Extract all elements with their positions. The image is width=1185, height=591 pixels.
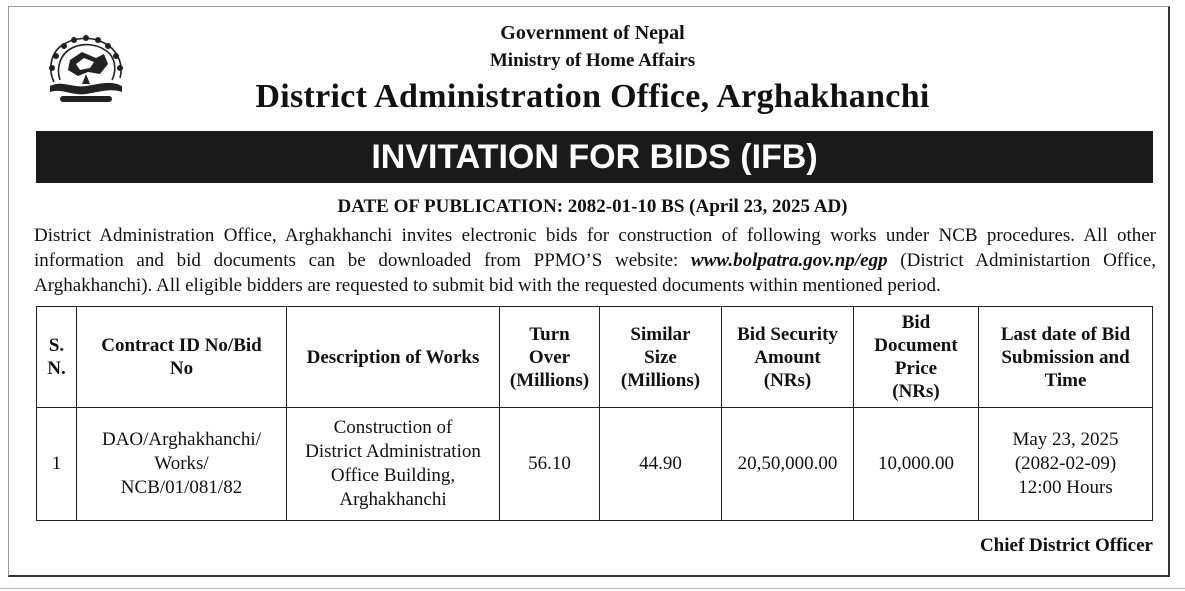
intro-text-2: (District Administartion Office, Arghakhanchi). All eligible bidders are requested to submit bid with the requested documents within mentioned period. [34, 250, 1156, 296]
cell-line: Last date of Bid [1000, 323, 1131, 345]
table-header-cell [287, 307, 500, 408]
cell-line: Size [644, 346, 677, 368]
intro-text-1: District Administration Office, Arghakhanchi invites electronic bids for construction of following works under NCB procedures. All other information and bid documents can be downloaded from PPMO’S website: [34, 225, 1156, 271]
table-header-cell [37, 307, 77, 408]
cell-line: (2082-02-09) [1014, 453, 1117, 474]
cell-line: 56.10 [528, 453, 571, 474]
cell-line: Price [894, 358, 938, 379]
office-title: District Administration Office, Arghakhanchi [255, 78, 930, 115]
cell-line: N. [47, 358, 66, 379]
cell-line: Over [528, 346, 571, 368]
cell-line: Document [874, 335, 958, 356]
cell-line: Bid [901, 312, 931, 333]
publication-date: DATE OF PUBLICATION: 2082-01-10 BS (April 23, 2025 AD) [337, 196, 848, 217]
cell-line: Submission and [1001, 346, 1130, 368]
table-cell [600, 408, 722, 521]
cell-line: Contract ID No/Bid [101, 335, 262, 356]
cell-line: NCB/01/081/82 [120, 477, 243, 498]
cell-line: May 23, 2025 [1012, 429, 1119, 450]
cell-line: Construction of [333, 417, 453, 438]
table-cell [979, 408, 1153, 521]
table-cell [287, 408, 500, 521]
bolpatra-link[interactable]: www.bolpatra.gov.np/egp [691, 250, 888, 271]
cell-line: Arghakhanchi [339, 489, 447, 510]
table-header-cell [722, 307, 854, 408]
cell-line: Description of Works [306, 346, 480, 368]
ministry-title: Ministry of Home Affairs [489, 50, 696, 71]
table-cell [37, 408, 77, 521]
table-header-row [37, 307, 1153, 408]
table-cell [854, 408, 979, 521]
government-title: Government of Nepal [500, 22, 685, 44]
cell-line: 1 [51, 453, 62, 474]
table-header-cell [500, 307, 600, 408]
publication-value: 2082-01-10 BS (April 23, 2025 AD) [567, 196, 848, 217]
signature: Chief District Officer [979, 535, 1153, 556]
bottom-divider [0, 588, 1185, 589]
cell-line: Turn [529, 323, 570, 345]
cell-line: 20,50,000.00 [737, 453, 838, 474]
cell-line: Office Building, [330, 465, 456, 486]
cell-line: Works/ [154, 453, 209, 474]
cell-line: (Millions) [509, 369, 590, 391]
table-header-cell [600, 307, 722, 408]
cell-line: Similar [630, 323, 691, 345]
intro-paragraph [34, 223, 1156, 298]
cell-line: No [169, 358, 194, 379]
table-header-cell [979, 307, 1153, 408]
table-row [37, 408, 1153, 521]
publication-label: DATE OF PUBLICATION [337, 196, 557, 217]
cell-line: (NRs) [763, 369, 812, 391]
cell-line: 44.90 [639, 453, 682, 474]
cell-line: Time [1044, 369, 1087, 391]
cell-line: DAO/Arghakhanchi/ [101, 429, 261, 450]
cell-line: District Administration [305, 441, 481, 462]
cell-line: Bid Security [737, 323, 838, 345]
cell-line: 10,000.00 [878, 453, 954, 474]
cell-line: (NRs) [892, 381, 940, 402]
cell-line: S. [48, 335, 65, 356]
ifb-banner: INVITATION FOR BIDS (IFB) [36, 131, 1153, 183]
cell-line: 12:00 Hours [1018, 477, 1113, 498]
cell-line: (Millions) [620, 369, 701, 391]
table-header-cell [854, 307, 979, 408]
table-header-cell [77, 307, 287, 408]
table-cell [722, 408, 854, 521]
cell-line: Amount [754, 346, 821, 368]
table-cell [500, 408, 600, 521]
bids-table [36, 306, 1153, 521]
table-cell [77, 408, 287, 521]
